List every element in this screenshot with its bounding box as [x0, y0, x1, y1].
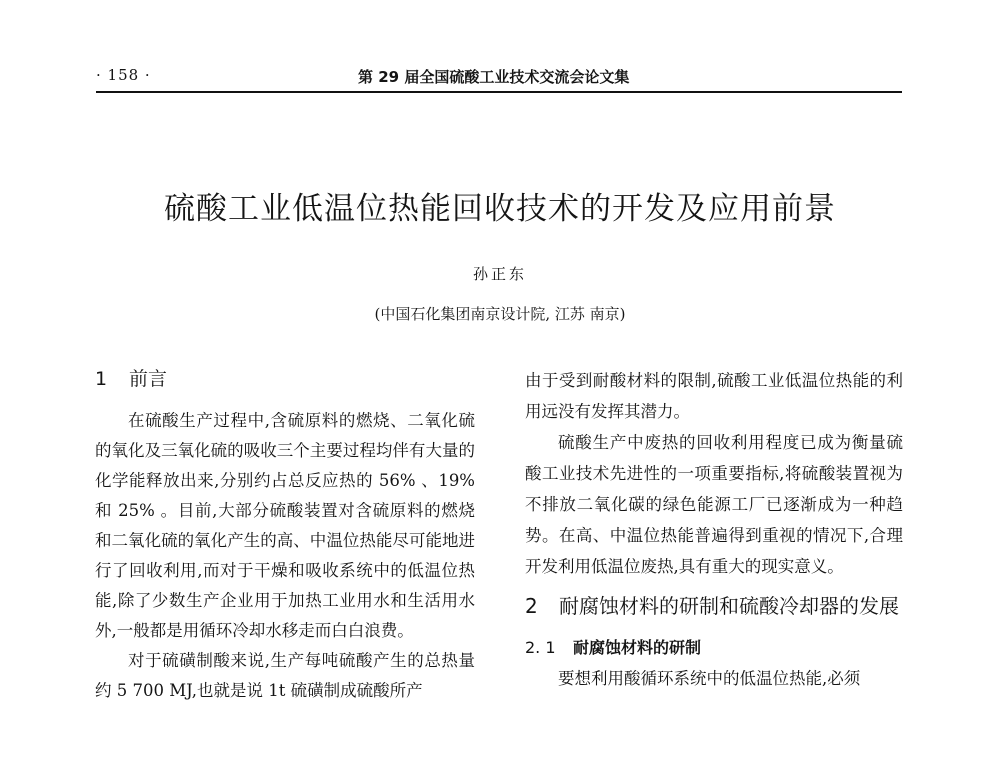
- intro-paragraph-3: 硫酸生产中废热的回收利用程度已成为衡量硫酸工业技术先进性的一项重要指标,将硫酸装置视为不排放二氧化碳的绿色能源工厂已逐渐成为一种趋势。在高、中温位热能普遍得到重视的情况下,合理开发利用低温位废热,具有重大的现实意义。: [525, 433, 903, 576]
- intro-paragraph-2: 对于硫磺制酸来说,生产每吨硫酸产生的总热量约 5 700 MJ,也就是说 1t 硫磺制成硫酸所产: [95, 651, 475, 700]
- section-2-number: 2: [525, 594, 538, 618]
- section-1-number: 1: [95, 368, 108, 390]
- running-title: 第 29 届全国硫酸工业技术交流会论文集: [358, 68, 630, 86]
- intro-paragraph-continued: 由于受到耐酸材料的限制,硫酸工业低温位热能的利用远没有发挥其潜力。: [525, 371, 903, 421]
- section-2-title: 耐腐蚀材料的研制和硫酸冷却器的发展: [559, 594, 899, 618]
- left-column: [95, 365, 475, 706]
- subsection-2-1-paragraph: 要想利用酸循环系统中的低温位热能,必须: [558, 669, 861, 688]
- right-column: [525, 365, 903, 694]
- section-1-heading: [95, 365, 475, 394]
- section-2-heading: [525, 590, 903, 623]
- author-affiliation: (中国石化集团南京设计院, 江苏 南京): [374, 305, 626, 323]
- running-header: [96, 62, 902, 92]
- page-number: · 158 ·: [96, 66, 151, 84]
- paper-title: 硫酸工业低温位热能回收技术的开发及应用前景: [164, 191, 836, 227]
- section-1-title: 前言: [129, 368, 168, 390]
- intro-paragraph-1: 在硫酸生产过程中,含硫原料的燃烧、二氧化硫的氧化及三氧化硫的吸收三个主要过程均伴有大量的化学能释放出来,分别约占总反应热的 56% 、19% 和 25% 。目前,大部分硫酸装置对含硫原料的燃烧和二氧化硫的氧化产生的高、中温位热能尽可能地进行了回收利用,而对于干燥和吸收系统中的低温位热能,除了少数生产企业用于加热工业用水和生活用水外,一般都是用循环冷却水移走而白白浪费。: [95, 411, 475, 640]
- subsection-2-1-title: 耐腐蚀材料的研制: [573, 638, 702, 657]
- subsection-2-1-number: 2. 1: [525, 638, 556, 657]
- subsection-2-1-heading: [525, 633, 903, 663]
- author-name: 孙正东: [472, 265, 527, 283]
- header-rule: [96, 91, 902, 93]
